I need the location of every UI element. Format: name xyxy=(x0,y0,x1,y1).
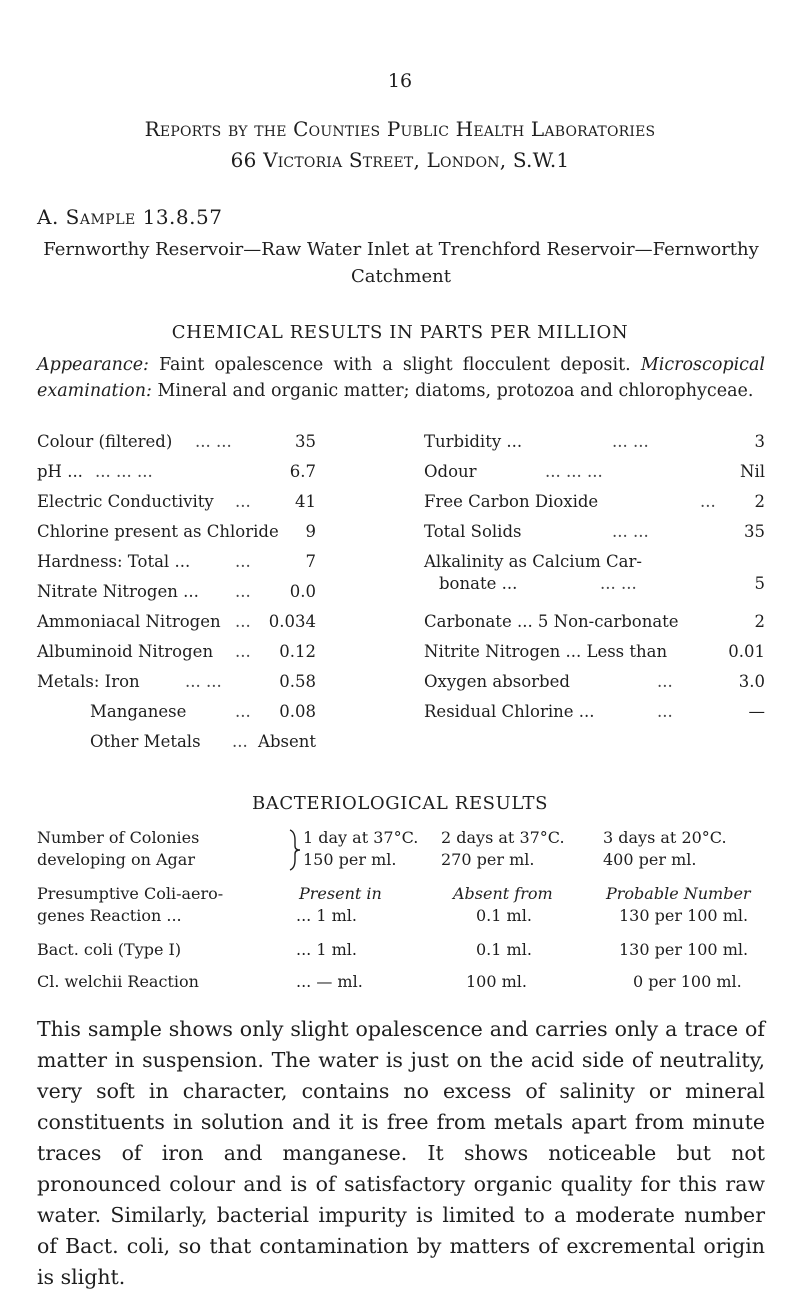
colonies-label: Number of Colonies xyxy=(37,828,200,847)
welchii-probable-value: 0 per 100 ml. xyxy=(633,972,742,991)
chem-left-value: 0.0 xyxy=(289,582,316,601)
chem-left-value: Absent xyxy=(258,732,316,751)
chem-left-label: Chlorine present as Chloride xyxy=(37,522,279,541)
welchii-absent-value: 100 ml. xyxy=(466,972,527,991)
chemical-results-title: CHEMICAL RESULTS IN PARTS PER MILLION xyxy=(171,322,629,343)
presumptive-label: Presumptive Coli-aero- xyxy=(37,884,224,903)
chem-left-leader: ... ... xyxy=(185,672,222,691)
chem-left-leader: ... xyxy=(235,642,251,661)
chem-right-label: Turbidity ... xyxy=(424,432,523,451)
chem-left-value: 35 xyxy=(295,432,316,451)
chem-left-leader: ... ... xyxy=(195,432,232,451)
page-number: 16 xyxy=(387,70,413,92)
chem-right-value: 2 xyxy=(754,492,765,511)
chem-left-value: 0.08 xyxy=(279,702,316,721)
chem-right-label: Odour xyxy=(424,462,477,481)
chem-left-label: Other Metals xyxy=(90,732,201,751)
present-in-header: Present in xyxy=(299,884,382,903)
appearance-label: Appearance: xyxy=(37,355,149,375)
chem-left-value: 9 xyxy=(305,522,316,541)
bact-coli-absent-value: 0.1 ml. xyxy=(476,940,532,959)
bact-coli-present-value: ... 1 ml. xyxy=(296,940,357,959)
colonies-col1-header: 1 day at 37°C. xyxy=(303,828,419,847)
chem-right-label: Alkalinity as Calcium Car- xyxy=(424,552,642,571)
report-address: 66 Victoria Street, London, S.W.1 xyxy=(230,148,570,172)
chem-right-leader: ... ... ... xyxy=(545,462,603,481)
chem-left-leader: ... xyxy=(235,492,251,511)
chem-right-leader: ... xyxy=(700,492,716,511)
chem-right-value: Nil xyxy=(740,462,765,481)
chem-left-label: pH ... xyxy=(37,462,83,481)
report-title: Reports by the Counties Public Health Laboratories xyxy=(144,117,656,141)
chem-right-value: 0.01 xyxy=(728,642,765,661)
chem-left-label: Electric Conductivity xyxy=(37,492,214,511)
colonies-label: developing on Agar xyxy=(37,850,195,869)
colonies-col2-value: 270 per ml. xyxy=(441,850,535,869)
chem-left-leader: ... xyxy=(235,702,251,721)
colonies-col3-value: 400 per ml. xyxy=(603,850,697,869)
chem-right-leader: ... xyxy=(657,672,673,691)
microscopical-label: Microscopical examination: xyxy=(37,355,765,401)
summary-paragraph: This sample shows only slight opalescence and carries only a trace of matter in suspension. The water is just on the acid side of neutrality, very soft in character, contains no excess of salinity or mineral constituents in solution and it is free from metals apart from minute traces of iron and manganese. It shows noticeable but not pronounced colour and is of satisfactory organic quality for this raw water. Similarly, bacterial impurity is limited to a moderate number of Bact. coli, so that contamination by matters of excremental origin is slight. xyxy=(37,1017,765,1289)
sample-heading: A. Sample 13.8.57 xyxy=(37,205,223,229)
chem-left-leader: ... xyxy=(235,582,251,601)
presumptive-absent-value: 0.1 ml. xyxy=(476,906,532,925)
chem-right-leader: ... ... xyxy=(612,522,649,541)
bact-coli-label: Bact. coli (Type I) xyxy=(37,940,182,959)
chem-left-label: Hardness: Total ... xyxy=(37,552,191,571)
colonies-col3-header: 3 days at 20°C. xyxy=(603,828,727,847)
chem-left-leader: ... xyxy=(232,732,248,751)
colonies-col2-header: 2 days at 37°C. xyxy=(441,828,565,847)
chem-right-label: Carbonate ... 5 Non-carbonate xyxy=(424,612,679,631)
chem-left-label: Manganese xyxy=(90,702,187,721)
presumptive-probable-value: 130 per 100 ml. xyxy=(619,906,749,925)
bacteriological-results-title: BACTERIOLOGICAL RESULTS xyxy=(251,793,549,814)
chem-right-label: bonate ... xyxy=(439,574,518,593)
chem-left-value: 0.58 xyxy=(279,672,316,691)
welchii-present-value: ... — ml. xyxy=(296,972,363,991)
colonies-col1-value: 150 per ml. xyxy=(303,850,397,869)
chem-left-label: Nitrate Nitrogen ... xyxy=(37,582,199,601)
chem-right-label: Residual Chlorine ... xyxy=(424,702,595,721)
chem-left-value: 0.12 xyxy=(279,642,316,661)
appearance-text: Faint opalescence with a slight flocculent deposit. xyxy=(148,355,641,375)
chem-left-value: 0.034 xyxy=(268,612,316,631)
chem-right-value: 5 xyxy=(754,574,765,593)
chem-left-value: 6.7 xyxy=(289,462,316,481)
chem-right-label: Free Carbon Dioxide xyxy=(424,492,599,511)
microscopical-text: Mineral and organic matter; diatoms, protozoa and chlorophyceae. xyxy=(151,381,754,401)
chem-left-value: 41 xyxy=(295,492,316,511)
chem-right-label: Total Solids xyxy=(424,522,522,541)
chem-left-label: Metals: Iron xyxy=(37,672,140,691)
presumptive-label: genes Reaction ... xyxy=(37,906,182,925)
chem-right-value: — xyxy=(748,702,765,721)
chem-left-leader: ... xyxy=(235,612,251,631)
chem-left-label: Ammoniacal Nitrogen xyxy=(37,612,221,631)
chem-right-leader: ... xyxy=(657,702,673,721)
chem-right-label: Oxygen absorbed xyxy=(424,672,570,691)
chem-left-value: 7 xyxy=(305,552,316,571)
welchii-label: Cl. welchii Reaction xyxy=(37,972,199,991)
appearance-paragraph xyxy=(37,352,765,404)
chem-right-label: Nitrite Nitrogen ... Less than xyxy=(424,642,668,661)
bact-coli-probable-value: 130 per 100 ml. xyxy=(619,940,749,959)
absent-from-header: Absent from xyxy=(453,884,553,903)
presumptive-present-value: ... 1 ml. xyxy=(296,906,357,925)
chem-right-value: 2 xyxy=(754,612,765,631)
chem-right-leader: ... ... xyxy=(600,574,637,593)
chem-right-value: 3 xyxy=(754,432,765,451)
chem-left-leader: ... ... ... xyxy=(95,462,153,481)
chem-right-value: 3.0 xyxy=(738,672,765,691)
chem-right-leader: ... ... xyxy=(612,432,649,451)
chem-left-label: Colour (filtered) xyxy=(37,432,173,451)
chem-left-leader: ... xyxy=(235,552,251,571)
probable-number-header: Probable Number xyxy=(606,884,751,903)
sample-location: Fernworthy Reservoir—Raw Water Inlet at Trenchford Reservoir—Fernworthy Catchment xyxy=(43,239,759,287)
chem-right-value: 35 xyxy=(744,522,765,541)
chem-left-label: Albuminoid Nitrogen xyxy=(37,642,214,661)
